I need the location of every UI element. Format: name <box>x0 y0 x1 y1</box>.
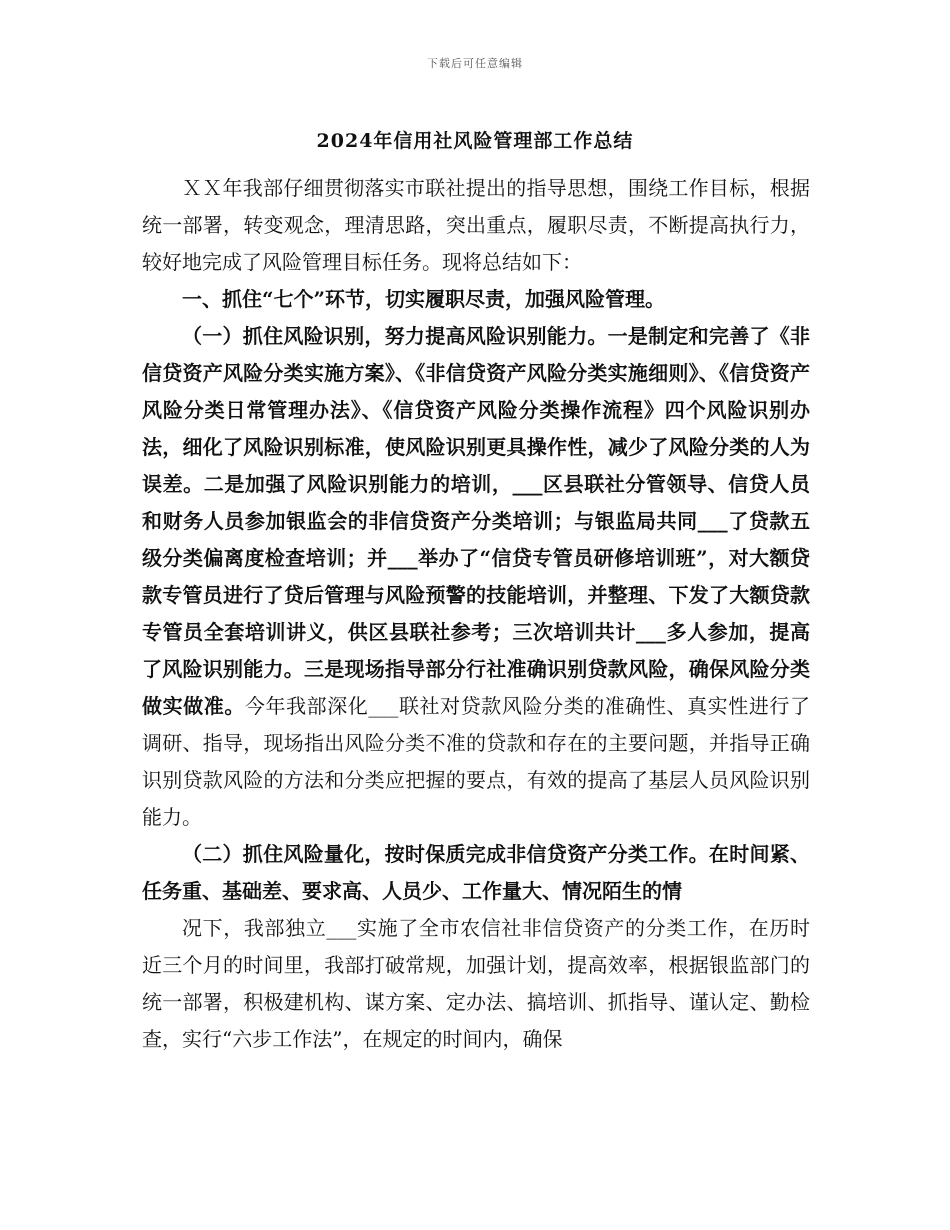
subsection-2-paragraph: （二）抓住风险量化，按时保质完成非信贷资产分类工作。在时间紧、任务重、基础差、要求高、人员少、工作量大、情况陌生的情 <box>142 842 810 903</box>
subsection-1-bold-text: （一）抓住风险识别，努力提高风险识别能力。一是制定和完善了《非信贷资产风险分类实施方案》、《非信贷资产风险分类实施细则》、《信贷资产风险分类日常管理办法》、《信贷资产风险分类操作流程》四个风险识别办法，细化了风险识别标准，使风险识别更具操作性，减少了风险分类的人为误差。二是加强了风险识别能力的培训，___区县联社分管领导、信贷人员和财务人员参加银监会的非信贷资产分类培训；与银监局共同___了贷款五级分类偏离度检查培训；并___举办了“信贷专管员研修培训班”，对大额贷款专管员进行了贷后管理与风险预警的技能培训，并整理、下发了大额贷款专管员全套培训讲义，供区县联社参考；三次培训共计___多人参加，提高了风险识别能力。三是现场指导部分行社准确识别贷款风险，确保风险分类做实做准。 <box>142 324 810 718</box>
document-body <box>142 170 810 1058</box>
document-title: 2024年信用社风险管理部工作总结 <box>316 130 634 152</box>
header-note: 下载后可任意编辑 <box>427 57 523 70</box>
intro-paragraph: ＸＸ年我部仔细贯彻落实市联社提出的指导思想，围绕工作目标，根据统一部署，转变观念，理清思路，突出重点，履职尽责，不断提高执行力，较好地完成了风险管理目标任务。现将总结如下： <box>142 176 810 274</box>
subsection-1-paragraph <box>142 318 810 836</box>
section-1-heading: 一、抓住“七个”环节，切实履职尽责，加强风险管理。 <box>182 287 666 311</box>
subsection-2-continuation: 况下，我部独立___实施了全市农信社非信贷资产的分类工作，在历时近三个月的时间里，我部打破常规，加强计划，提高效率，根据银监部门的统一部署，积极建机构、谋方案、定办法、搞培训、抓指导、谨认定、勤检查，实行“六步工作法”，在规定的时间内，确保 <box>142 916 810 1051</box>
subsection-1-normal-text: 今年我部深化___联社对贷款风险分类的准确性、真实性进行了调研、指导，现场指出风险分类不准的贷款和存在的主要问题，并指导正确识别贷款风险的方法和分类应把握的要点，有效的提高了基层人员风险识别能力。 <box>142 694 811 829</box>
